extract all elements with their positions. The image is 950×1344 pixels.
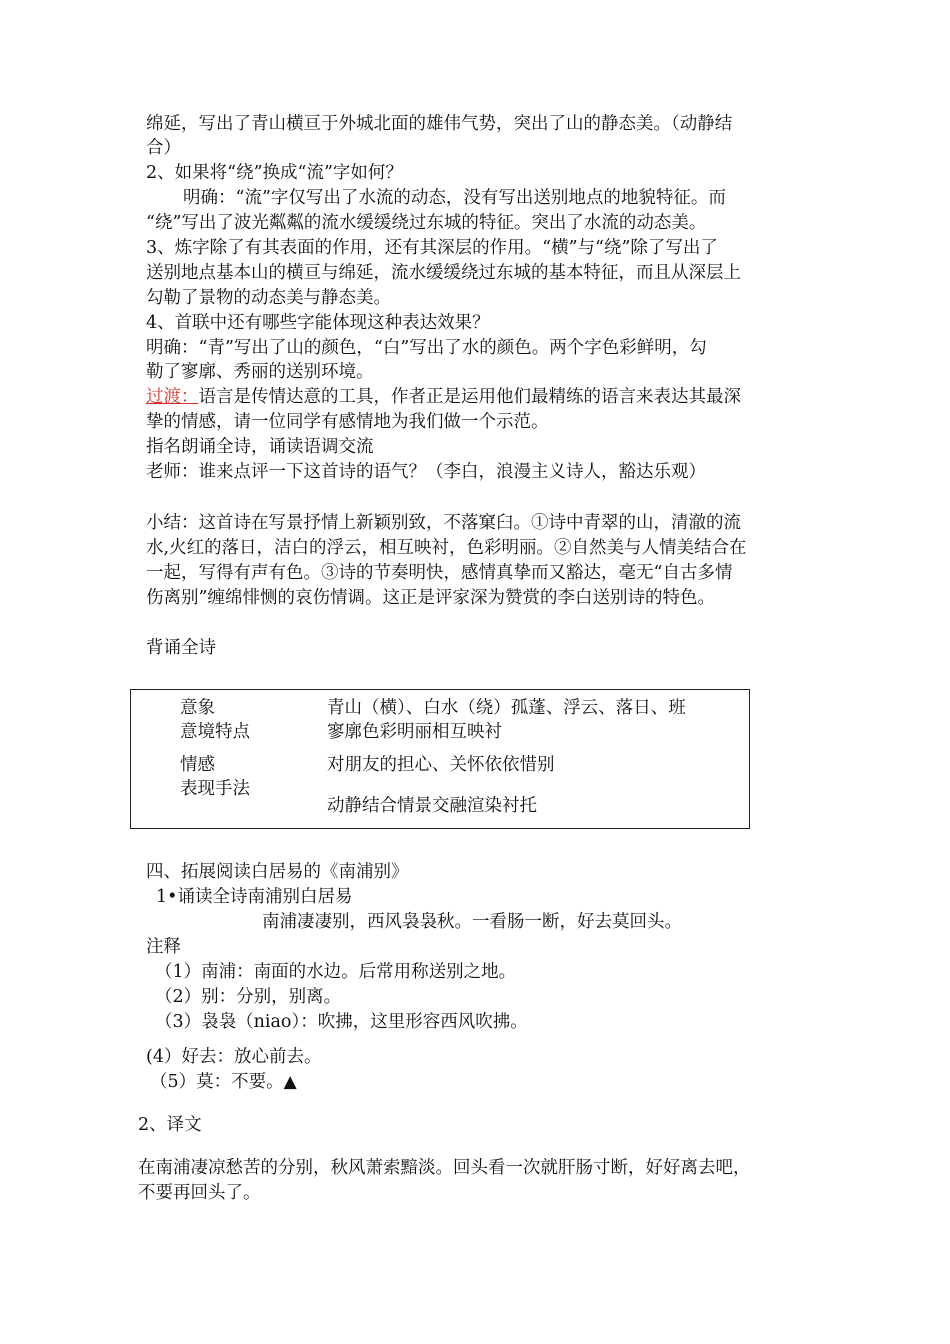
note-item: （2）别：分别，别离。 (155, 987, 342, 1007)
table-value-mood: 寥廓色彩明丽相互映衬 (327, 722, 502, 742)
note-item: （3）袅袅（niao）：吹拂，这里形容西风吹拂。 (155, 1012, 528, 1032)
note-item: (4）好去：放心前去。 (146, 1047, 322, 1067)
answer-2-line: “绕”写出了波光粼粼的流水缓缓绕过东城的特征。突出了水流的动态美。 (146, 213, 707, 233)
notes-label: 注释 (146, 937, 181, 957)
table-value-imagery: 青山（横）、白水（绕）孤蓬、浮云、落日、班 (327, 698, 686, 718)
answer-2-line: 明确：“流”字仅写出了水流的动态，没有写出送别地点的地貌特征。而 (183, 188, 726, 208)
table-label-technique: 表现手法 (180, 779, 250, 799)
poem-text: 南浦凄凄别，西风袅袅秋。一看肠一断，好去莫回头。 (262, 912, 682, 932)
note-5-text: （5）莫：不要。 (150, 1072, 284, 1092)
paragraph-line: 合） (146, 138, 181, 158)
summary-line: 水,火红的落日，洁白的浮云，相互映衬，色彩明丽。②自然美与人情美结合在 (146, 538, 747, 558)
paragraph-3-line: 3、炼字除了有其表面的作用，还有其深层的作用。“横”与“绕”除了写出了 (146, 238, 718, 258)
step-1: 1•诵读全诗南浦别白居易 (156, 887, 353, 907)
summary-line: 小结：这首诗在写景抒情上新颖别致，不落窠臼。①诗中青翠的山，清澈的流 (146, 513, 741, 533)
transition-text: 语言是传情达意的工具，作者正是运用他们最精练的语言来表达其最深 (198, 387, 741, 407)
table-value-technique: 动静结合情景交融渲染衬托 (327, 796, 537, 816)
translation-line: 在南浦凄凉愁苦的分别，秋风萧索黯淡。回头看一次就肝肠寸断，好好离去吧， (138, 1158, 751, 1178)
step-2: 2、译文 (138, 1115, 202, 1135)
translation-line: 不要再回头了。 (138, 1183, 261, 1203)
note-item: （1）南浦：南面的水边。后常用称送别之地。 (155, 962, 517, 982)
table-value-emotion: 对朋友的担心、关怀依依惜别 (327, 755, 555, 775)
table-label-emotion: 情感 (180, 755, 215, 775)
teacher-question: 老师：谁来点评一下这首诗的语气？（李白，浪漫主义诗人，豁达乐观） (146, 462, 706, 482)
recite-instruction: 背诵全诗 (146, 638, 216, 658)
table-label-mood: 意境特点 (180, 722, 250, 742)
paragraph-3-line: 勾勒了景物的动态美与静态美。 (146, 288, 391, 308)
transition-line (146, 385, 741, 409)
question-4: 4、首联中还有哪些字能体现这种表达效果？ (146, 313, 490, 333)
summary-line: 伤离别”缠绵悱恻的哀伤情调。这正是评家深为赞赏的李白送别诗的特色。 (146, 588, 715, 608)
summary-line: 一起，写得有声有色。③诗的节奏明快，感情真挚而又豁达，毫无“自古多情 (146, 563, 733, 583)
triangle-icon: ▲ (283, 1072, 297, 1092)
table-label-imagery: 意象 (180, 698, 215, 718)
section-heading: 四、拓展阅读白居易的《南浦别》 (146, 862, 409, 882)
answer-4-line: 勒了寥廓、秀丽的送别环境。 (146, 362, 374, 382)
question-2: 2、如果将“绕”换成“流”字如何？ (146, 163, 403, 183)
answer-4-line: 明确：“青”写出了山的颜色，“白”写出了水的颜色。两个字色彩鲜明，勾 (146, 338, 707, 358)
transition-line: 挚的情感，请一位同学有感情地为我们做一个示范。 (146, 412, 549, 432)
paragraph-line: 绵延，写出了青山横亘于外城北面的雄伟气势，突出了山的静态美。（动静结 (146, 114, 733, 134)
transition-label: 过渡： (146, 387, 199, 407)
note-item (150, 1070, 297, 1094)
paragraph-3-line: 送别地点基本山的横亘与绵延，流水缓缓绕过东城的基本特征，而且从深层上 (146, 263, 741, 283)
reading-instruction: 指名朗诵全诗，诵读语调交流 (146, 437, 374, 457)
